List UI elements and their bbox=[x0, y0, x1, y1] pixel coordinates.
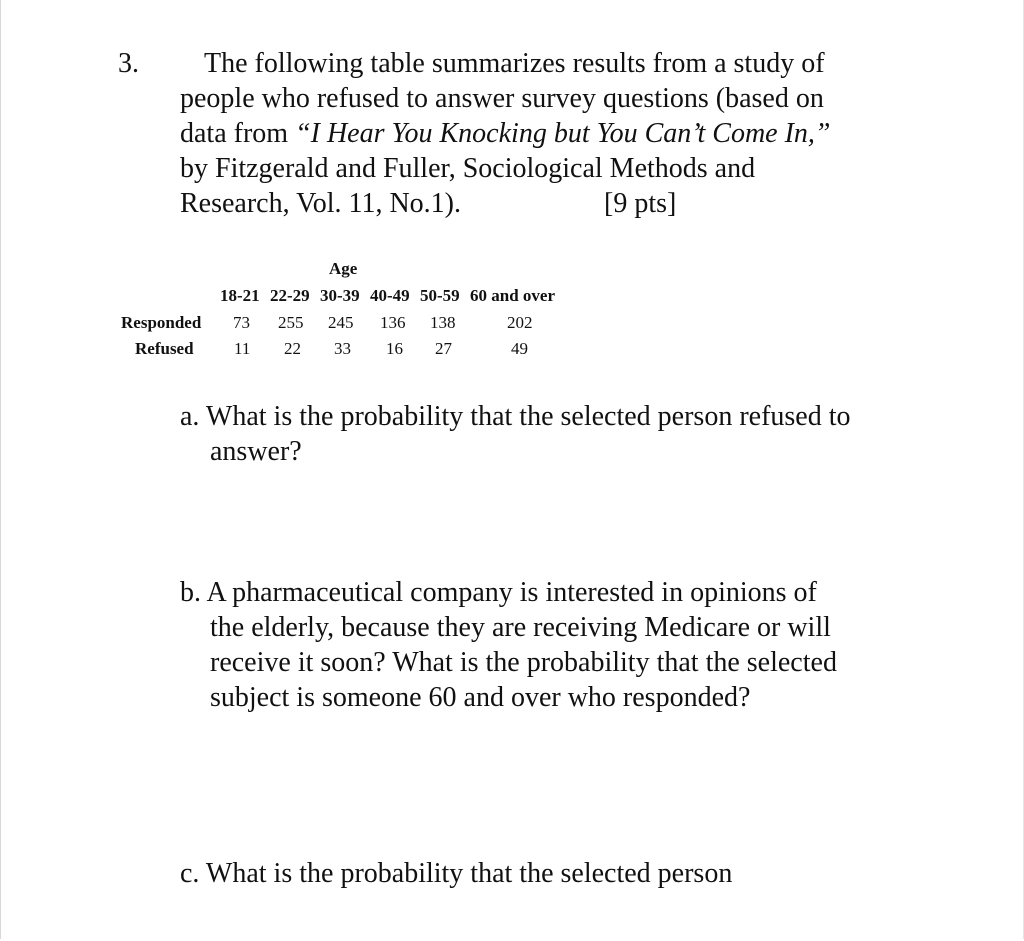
intro-line-2: people who refused to answer survey questions (based on bbox=[180, 83, 824, 114]
question-b-line-4: subject is someone 60 and over who responded? bbox=[210, 682, 751, 713]
table-group-label: Age bbox=[329, 259, 358, 278]
table-cell: 245 bbox=[328, 313, 354, 332]
table-cell: 49 bbox=[511, 339, 528, 358]
problem-number: 3. bbox=[118, 48, 139, 79]
question-c-line-1: c. What is the probability that the selected person bbox=[180, 858, 733, 889]
intro-line-5-text: Research, Vol. 11, No.1). bbox=[180, 188, 461, 219]
intro-line-3 bbox=[180, 116, 900, 151]
question-b bbox=[180, 575, 920, 715]
table-cell: 16 bbox=[386, 339, 403, 358]
source-title: “I Hear You Knocking but You Can’t Come In,” bbox=[295, 118, 831, 149]
column-header: 40-49 bbox=[370, 286, 410, 305]
column-header: 30-39 bbox=[320, 286, 360, 305]
intro-line-1: The following table summarizes results from a study of bbox=[204, 48, 825, 79]
intro-line-5 bbox=[180, 186, 900, 221]
question-a bbox=[180, 399, 920, 469]
intro-line-3-prefix: data from bbox=[180, 118, 296, 149]
question-b-line-1: b. A pharmaceutical company is interested in opinions of bbox=[180, 577, 817, 608]
points-value: [9 pts] bbox=[604, 188, 677, 219]
table-cell: 136 bbox=[380, 313, 406, 332]
column-header: 50-59 bbox=[420, 286, 460, 305]
question-a-line-2: answer? bbox=[210, 436, 302, 467]
row-label-responded: Responded bbox=[121, 313, 202, 332]
column-header: 18-21 bbox=[220, 286, 260, 305]
question-a-line-1: a. What is the probability that the selected person refused to bbox=[180, 401, 851, 432]
row-label-refused: Refused bbox=[135, 339, 194, 358]
table-cell: 22 bbox=[284, 339, 301, 358]
table-cell: 11 bbox=[234, 339, 251, 358]
table-cell: 73 bbox=[233, 313, 250, 332]
intro-line-4: by Fitzgerald and Fuller, Sociological Methods and bbox=[180, 153, 756, 184]
column-header: 22-29 bbox=[270, 286, 310, 305]
column-header: 60 and over bbox=[470, 286, 555, 305]
table-cell: 255 bbox=[278, 313, 304, 332]
question-c bbox=[180, 856, 920, 891]
table-cell: 33 bbox=[334, 339, 351, 358]
question-b-line-3: receive it soon? What is the probability that the selected bbox=[210, 647, 837, 678]
table-cell: 138 bbox=[430, 313, 456, 332]
table-cell: 27 bbox=[435, 339, 452, 358]
problem-statement bbox=[180, 46, 900, 221]
question-b-line-2: the elderly, because they are receiving Medicare or will bbox=[210, 612, 831, 643]
table-cell: 202 bbox=[507, 313, 533, 332]
